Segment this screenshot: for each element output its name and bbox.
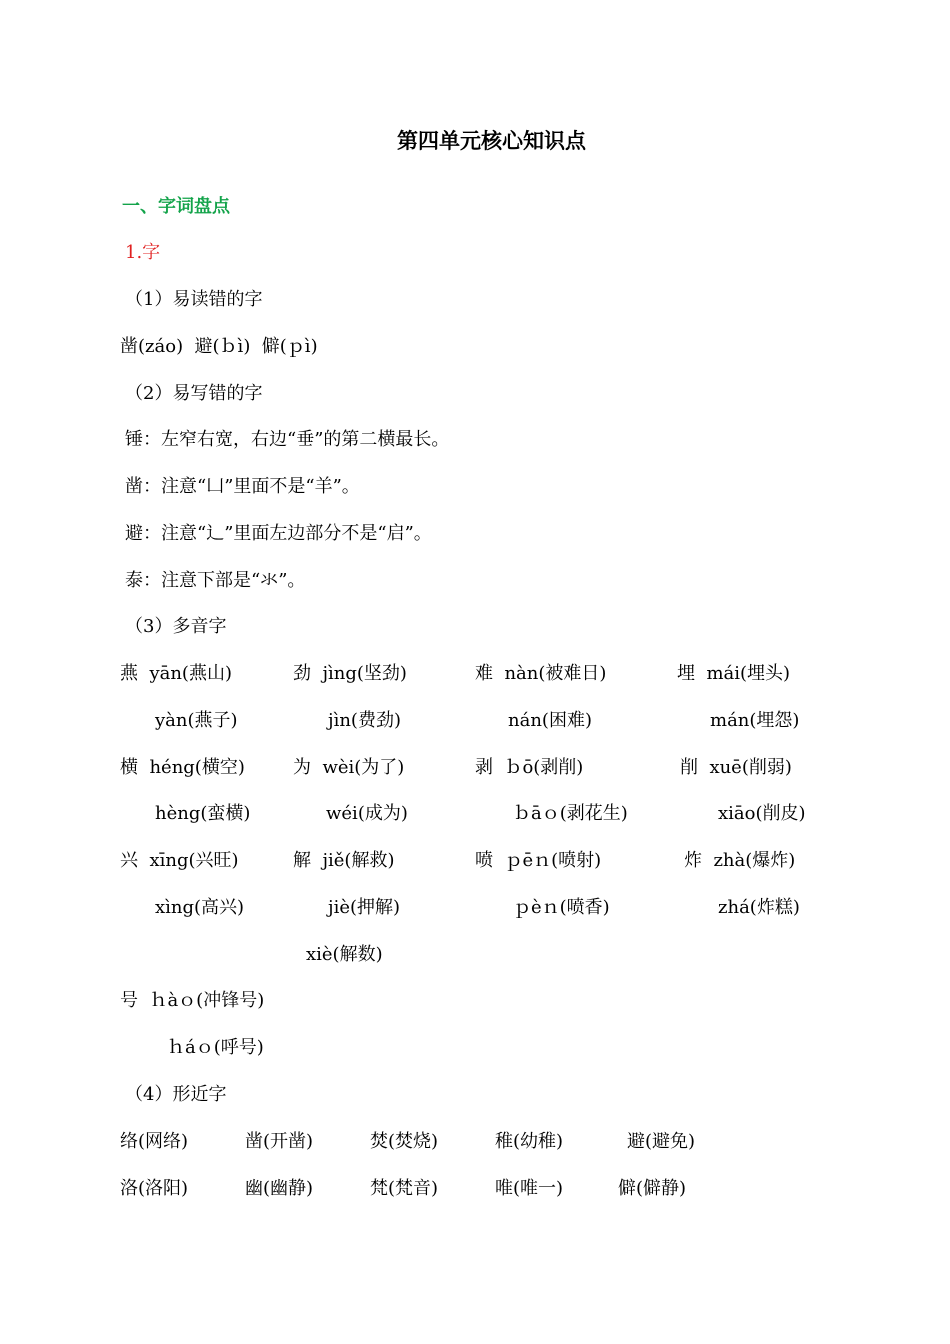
similar-char-cell: 唯(唯一) <box>495 1178 564 1199</box>
subsection-heading-characters: 1.字 <box>125 242 161 263</box>
polyphone-cell: jìn(费劲) <box>328 710 401 731</box>
similar-char-cell: 避(避免) <box>627 1131 696 1152</box>
heading-easy-miswrite: （2）易写错的字 <box>125 383 263 404</box>
similar-char-cell: 凿(开凿) <box>245 1131 314 1152</box>
similar-char-cell: 洛(洛阳) <box>120 1178 189 1199</box>
polyphone-cell: xìng(高兴) <box>155 897 245 918</box>
polyphone-cell: 劲 jìng(坚劲) <box>293 663 407 684</box>
page-title: 第四单元核心知识点 <box>397 128 586 153</box>
polyphone-cell: 燕 yān(燕山) <box>120 663 232 684</box>
polyphone-cell: xiè(解数) <box>306 944 383 965</box>
polyphone-cell: 兴 xīng(兴旺) <box>120 850 239 871</box>
miswrite-item: 避：注意“辶”里面左边部分不是“启”。 <box>125 523 432 544</box>
polyphone-cell: 埋 mái(埋头) <box>677 663 791 684</box>
polyphone-cell: yàn(燕子) <box>155 710 238 731</box>
similar-char-cell: 稚(幼稚) <box>495 1131 564 1152</box>
polyphone-cell: 横 héng(横空) <box>120 757 245 778</box>
polyphone-cell: wéi(成为) <box>326 803 408 824</box>
polyphone-cell: xiāo(削皮) <box>718 803 806 824</box>
polyphone-cell: 炸 zhà(爆炸) <box>684 850 796 871</box>
polyphone-cell: ｐèｎ(喷香) <box>513 897 610 918</box>
polyphone-cell: 难 nàn(被难日) <box>475 663 607 684</box>
similar-char-cell: 僻(僻静) <box>618 1178 687 1199</box>
heading-easy-misread: （1）易读错的字 <box>125 289 263 310</box>
polyphone-cell: nán(困难) <box>508 710 592 731</box>
polyphone-cell: zhá(炸糕) <box>718 897 800 918</box>
heading-polyphones: （3）多音字 <box>125 616 227 637</box>
polyphone-cell: 为 wèi(为了) <box>293 757 405 778</box>
misread-characters-line: 凿(záo) 避(ｂì) 僻(ｐì) <box>120 336 318 357</box>
similar-char-cell: 络(网络) <box>120 1131 189 1152</box>
miswrite-item: 泰：注意下部是“氺”。 <box>125 570 306 591</box>
heading-similar-characters: （4）形近字 <box>125 1084 227 1105</box>
miswrite-item: 锤：左窄右宽，右边“垂”的第二横最长。 <box>125 429 450 450</box>
similar-char-cell: 梵(梵音) <box>370 1178 439 1199</box>
polyphone-cell: ｈáｏ(呼号) <box>167 1037 264 1058</box>
polyphone-cell: 削 xuē(削弱) <box>680 757 792 778</box>
similar-char-cell: 幽(幽静) <box>245 1178 314 1199</box>
miswrite-item: 凿：注意“凵”里面不是“羊”。 <box>125 476 360 497</box>
section-heading-words: 一、字词盘点 <box>122 196 230 217</box>
polyphone-cell: jiè(押解) <box>328 897 401 918</box>
polyphone-cell: 剥 ｂō(剥削) <box>475 757 584 778</box>
polyphone-cell: 喷 ｐēｎ(喷射) <box>475 850 602 871</box>
polyphone-cell: 解 jiě(解救) <box>293 850 395 871</box>
polyphone-cell: mán(埋怨) <box>710 710 800 731</box>
polyphone-cell: hèng(蛮横) <box>155 803 251 824</box>
polyphone-cell: ｂāｏ(剥花生) <box>513 803 628 824</box>
similar-char-cell: 焚(焚烧) <box>370 1131 439 1152</box>
polyphone-cell: 号 ｈàｏ(冲锋号) <box>120 990 265 1011</box>
